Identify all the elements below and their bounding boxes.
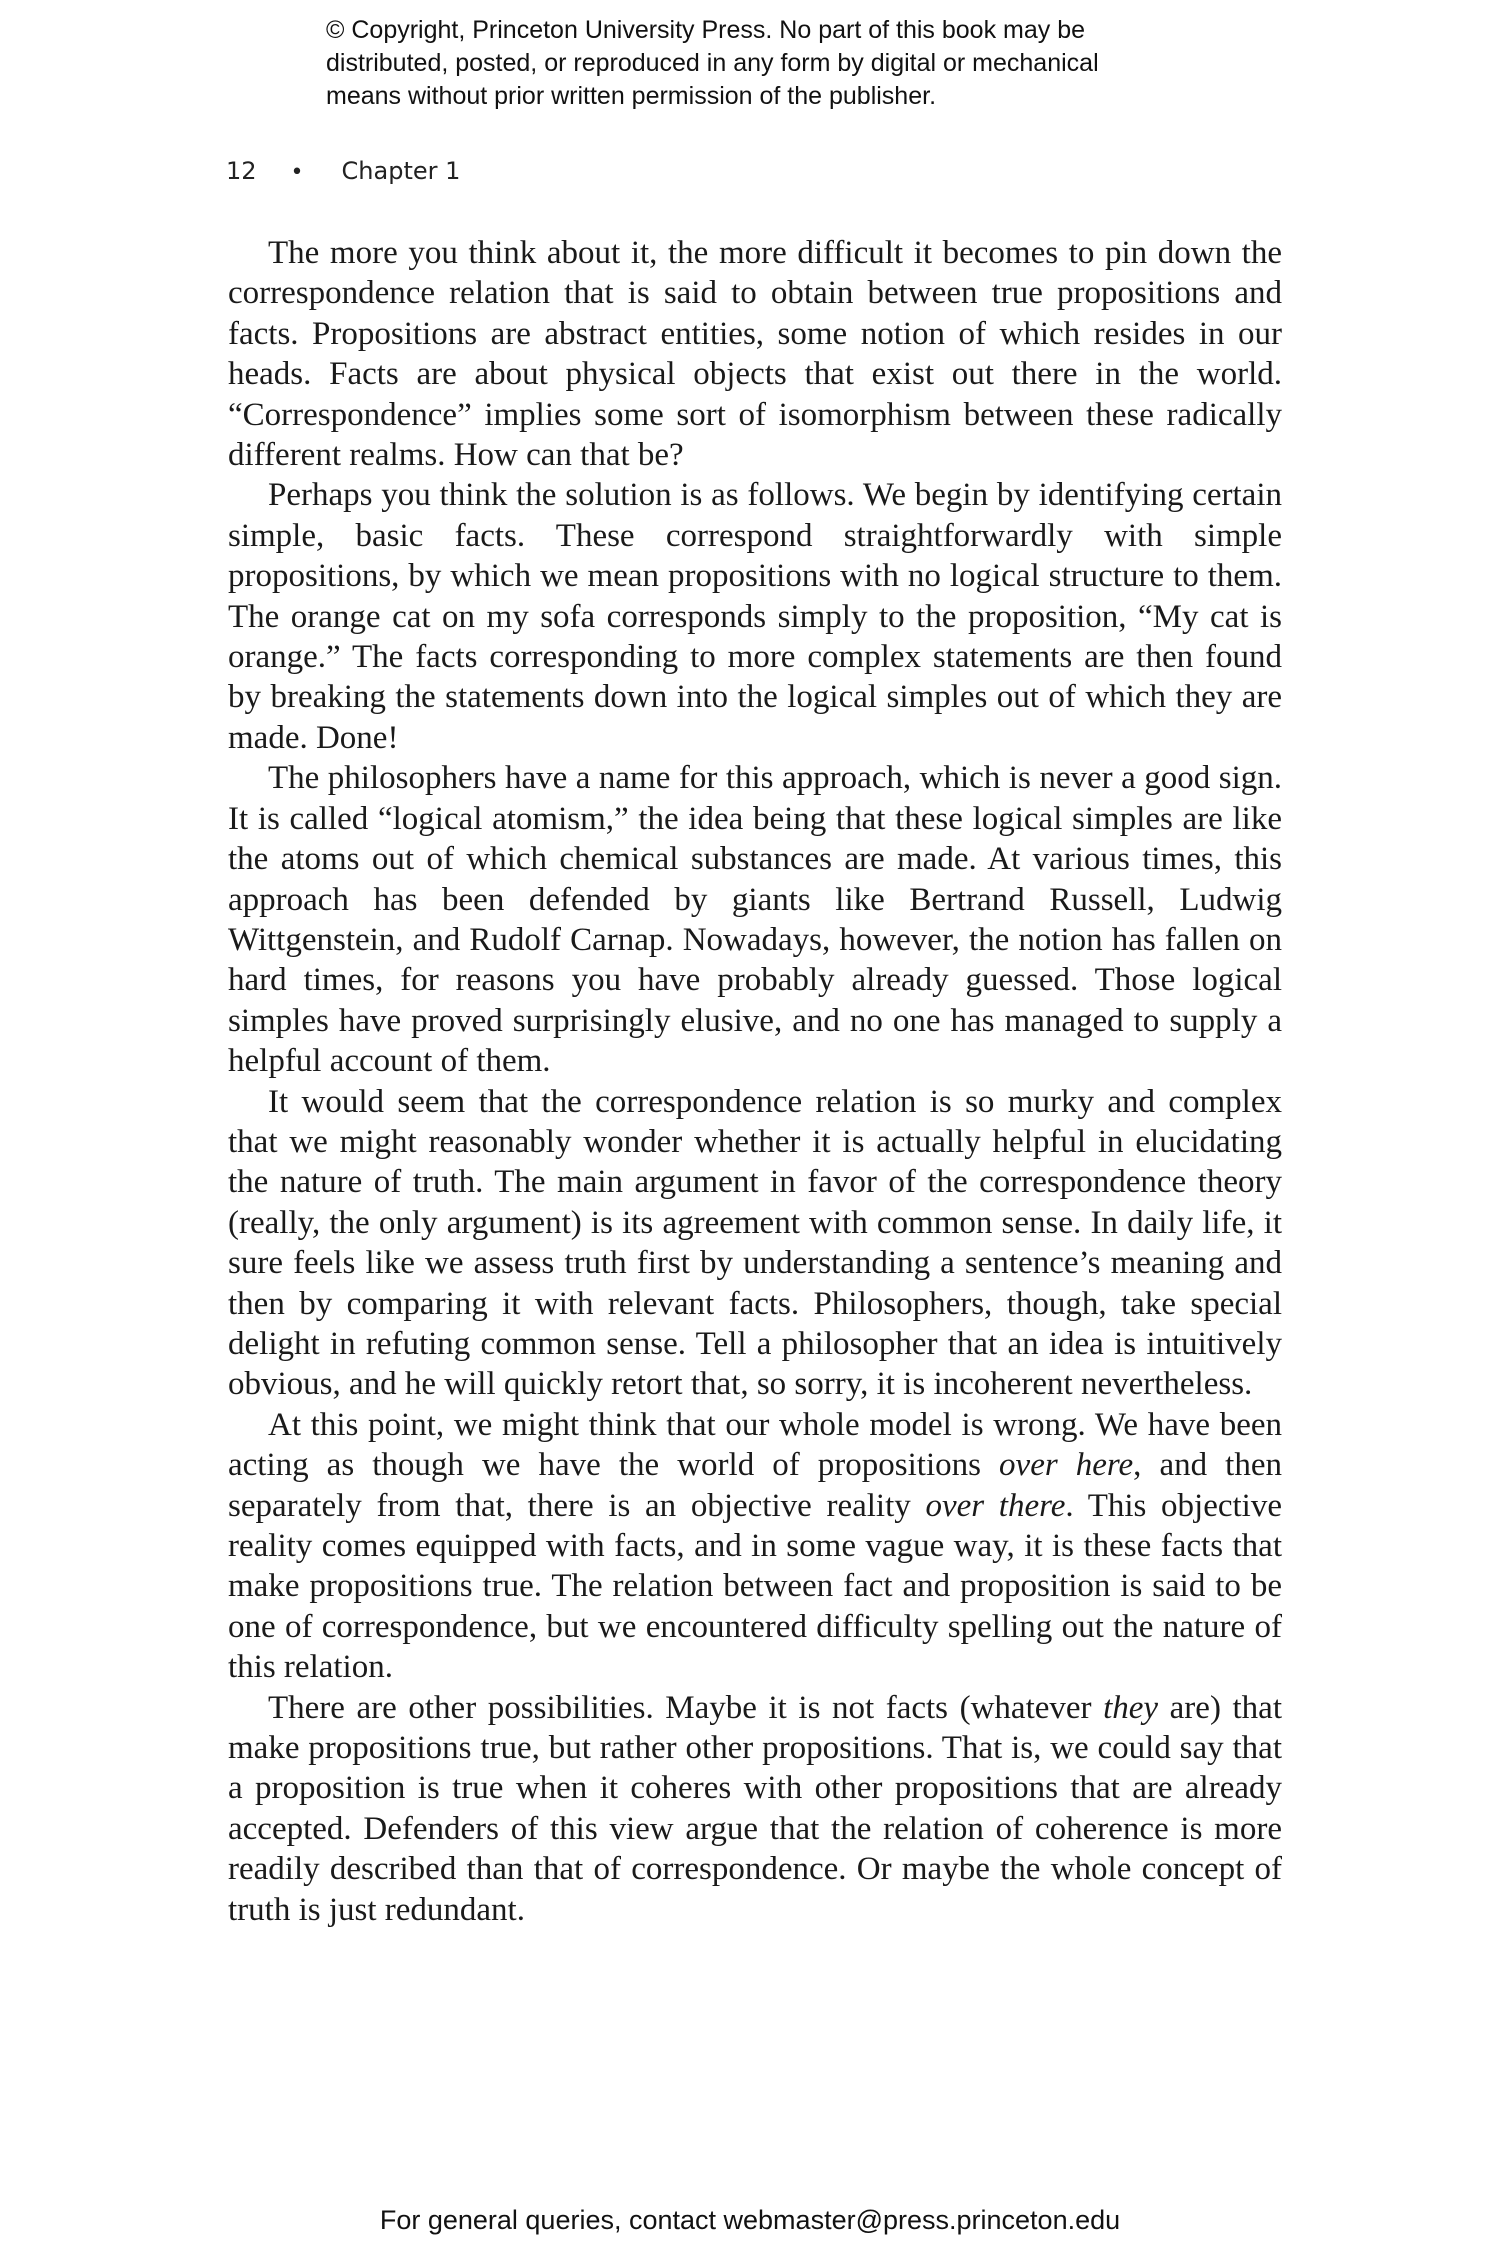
- running-head-separator: •: [290, 160, 304, 185]
- paragraph-4: It would seem that the correspondence relation is so murky and complex that we might reasonably wonder whether it is actually helpful in elucidating the nature of truth. The main argument in favor of the correspondence theory (really, the only argument) is its agreement with common sense. In daily life, it sure feels like we assess truth first by understanding a sentence’s meaning and then by comparing it with relevant facts. Philosophers, though, take special delight in refuting common sense. Tell a philosopher that an idea is intuitively obvious, and he will quickly retort that, so sorry, it is incoherent nevertheless.: [228, 1083, 1282, 1403]
- paragraph-1: The more you think about it, the more difficult it becomes to pin down the correspondence relation that is said to obtain between true propositions and facts. Propositions are abstract entities, some notion of which resides in our heads. Facts are about physical objects that exist out there in the world. “Correspondence” implies some sort of isomorphism between these radically different realms. How can that be?: [228, 235, 1282, 474]
- paragraph-5: [228, 1405, 1282, 1688]
- paragraph-5-part-2: , and then separately from that, there is an objective reality: [228, 1447, 1282, 1524]
- running-head: [226, 156, 460, 188]
- copyright-notice: [326, 14, 1226, 113]
- paragraph-5-part-1: At this point, we might think that our whole model is wrong. We have been acting as though we have the world of propositions: [228, 1406, 1282, 1484]
- copyright-line-3: means without prior written permission of the publisher.: [326, 82, 937, 110]
- paragraph-6-part-2: are) that make propositions true, but rather other propositions. That is, we could say that a proposition is true when it coheres with other propositions that are already accepted. Defenders of this view argue that the relation of coherence is more readily described than that of correspondence. Or maybe the whole concept of truth is just redundant.: [228, 1689, 1282, 1928]
- body-text: [228, 233, 1282, 1930]
- footer-contact: For general queries, contact webmaster@press.princeton.edu: [379, 2205, 1121, 2235]
- copyright-line-2: distributed, posted, or reproduced in any form by digital or mechanical: [326, 49, 1099, 77]
- copyright-line-1: © Copyright, Princeton University Press. No part of this book may be: [326, 16, 1086, 44]
- chapter-label: Chapter 1: [341, 157, 461, 185]
- paragraph-6-emphasis-1: they: [1103, 1689, 1159, 1726]
- paragraph-5-emphasis-2: over there: [925, 1487, 1066, 1524]
- paragraph-6: [228, 1688, 1282, 1930]
- paragraph-2: Perhaps you think the solution is as follows. We begin by identifying certain simple, basic facts. These correspond straightforwardly with simple propositions, by which we mean propositions with no logical structure to them. The orange cat on my sofa corresponds simply to the proposition, “My cat is orange.” The facts corresponding to more complex statements are then found by breaking the statements down into the logical simples out of which they are made. Done!: [228, 477, 1282, 756]
- paragraph-5-emphasis-1: over here: [999, 1447, 1134, 1484]
- paragraph-6-part-1: There are other possibilities. Maybe it is not facts (whatever: [268, 1689, 1104, 1726]
- paragraph-5-part-3: . This objective reality comes equipped with facts, and in some vague way, it is these facts that make propositions true. The relation between fact and proposition is said to be one of correspondence, but we encountered difficulty spelling out the nature of this relation.: [228, 1487, 1282, 1686]
- paragraph-3: The philosophers have a name for this approach, which is never a good sign. It is called “logical atomism,” the idea being that these logical simples are like the atoms out of which chemical substances are made. At various times, this approach has been defended by giants like Bertrand Russell, Ludwig Wittgenstein, and Rudolf Carnap. Nowadays, however, the notion has fallen on hard times, for reasons you have probably already guessed. Those logical simples have proved surprisingly elusive, and no one has managed to supply a helpful account of them.: [228, 760, 1282, 1080]
- page-number: 12: [226, 157, 257, 185]
